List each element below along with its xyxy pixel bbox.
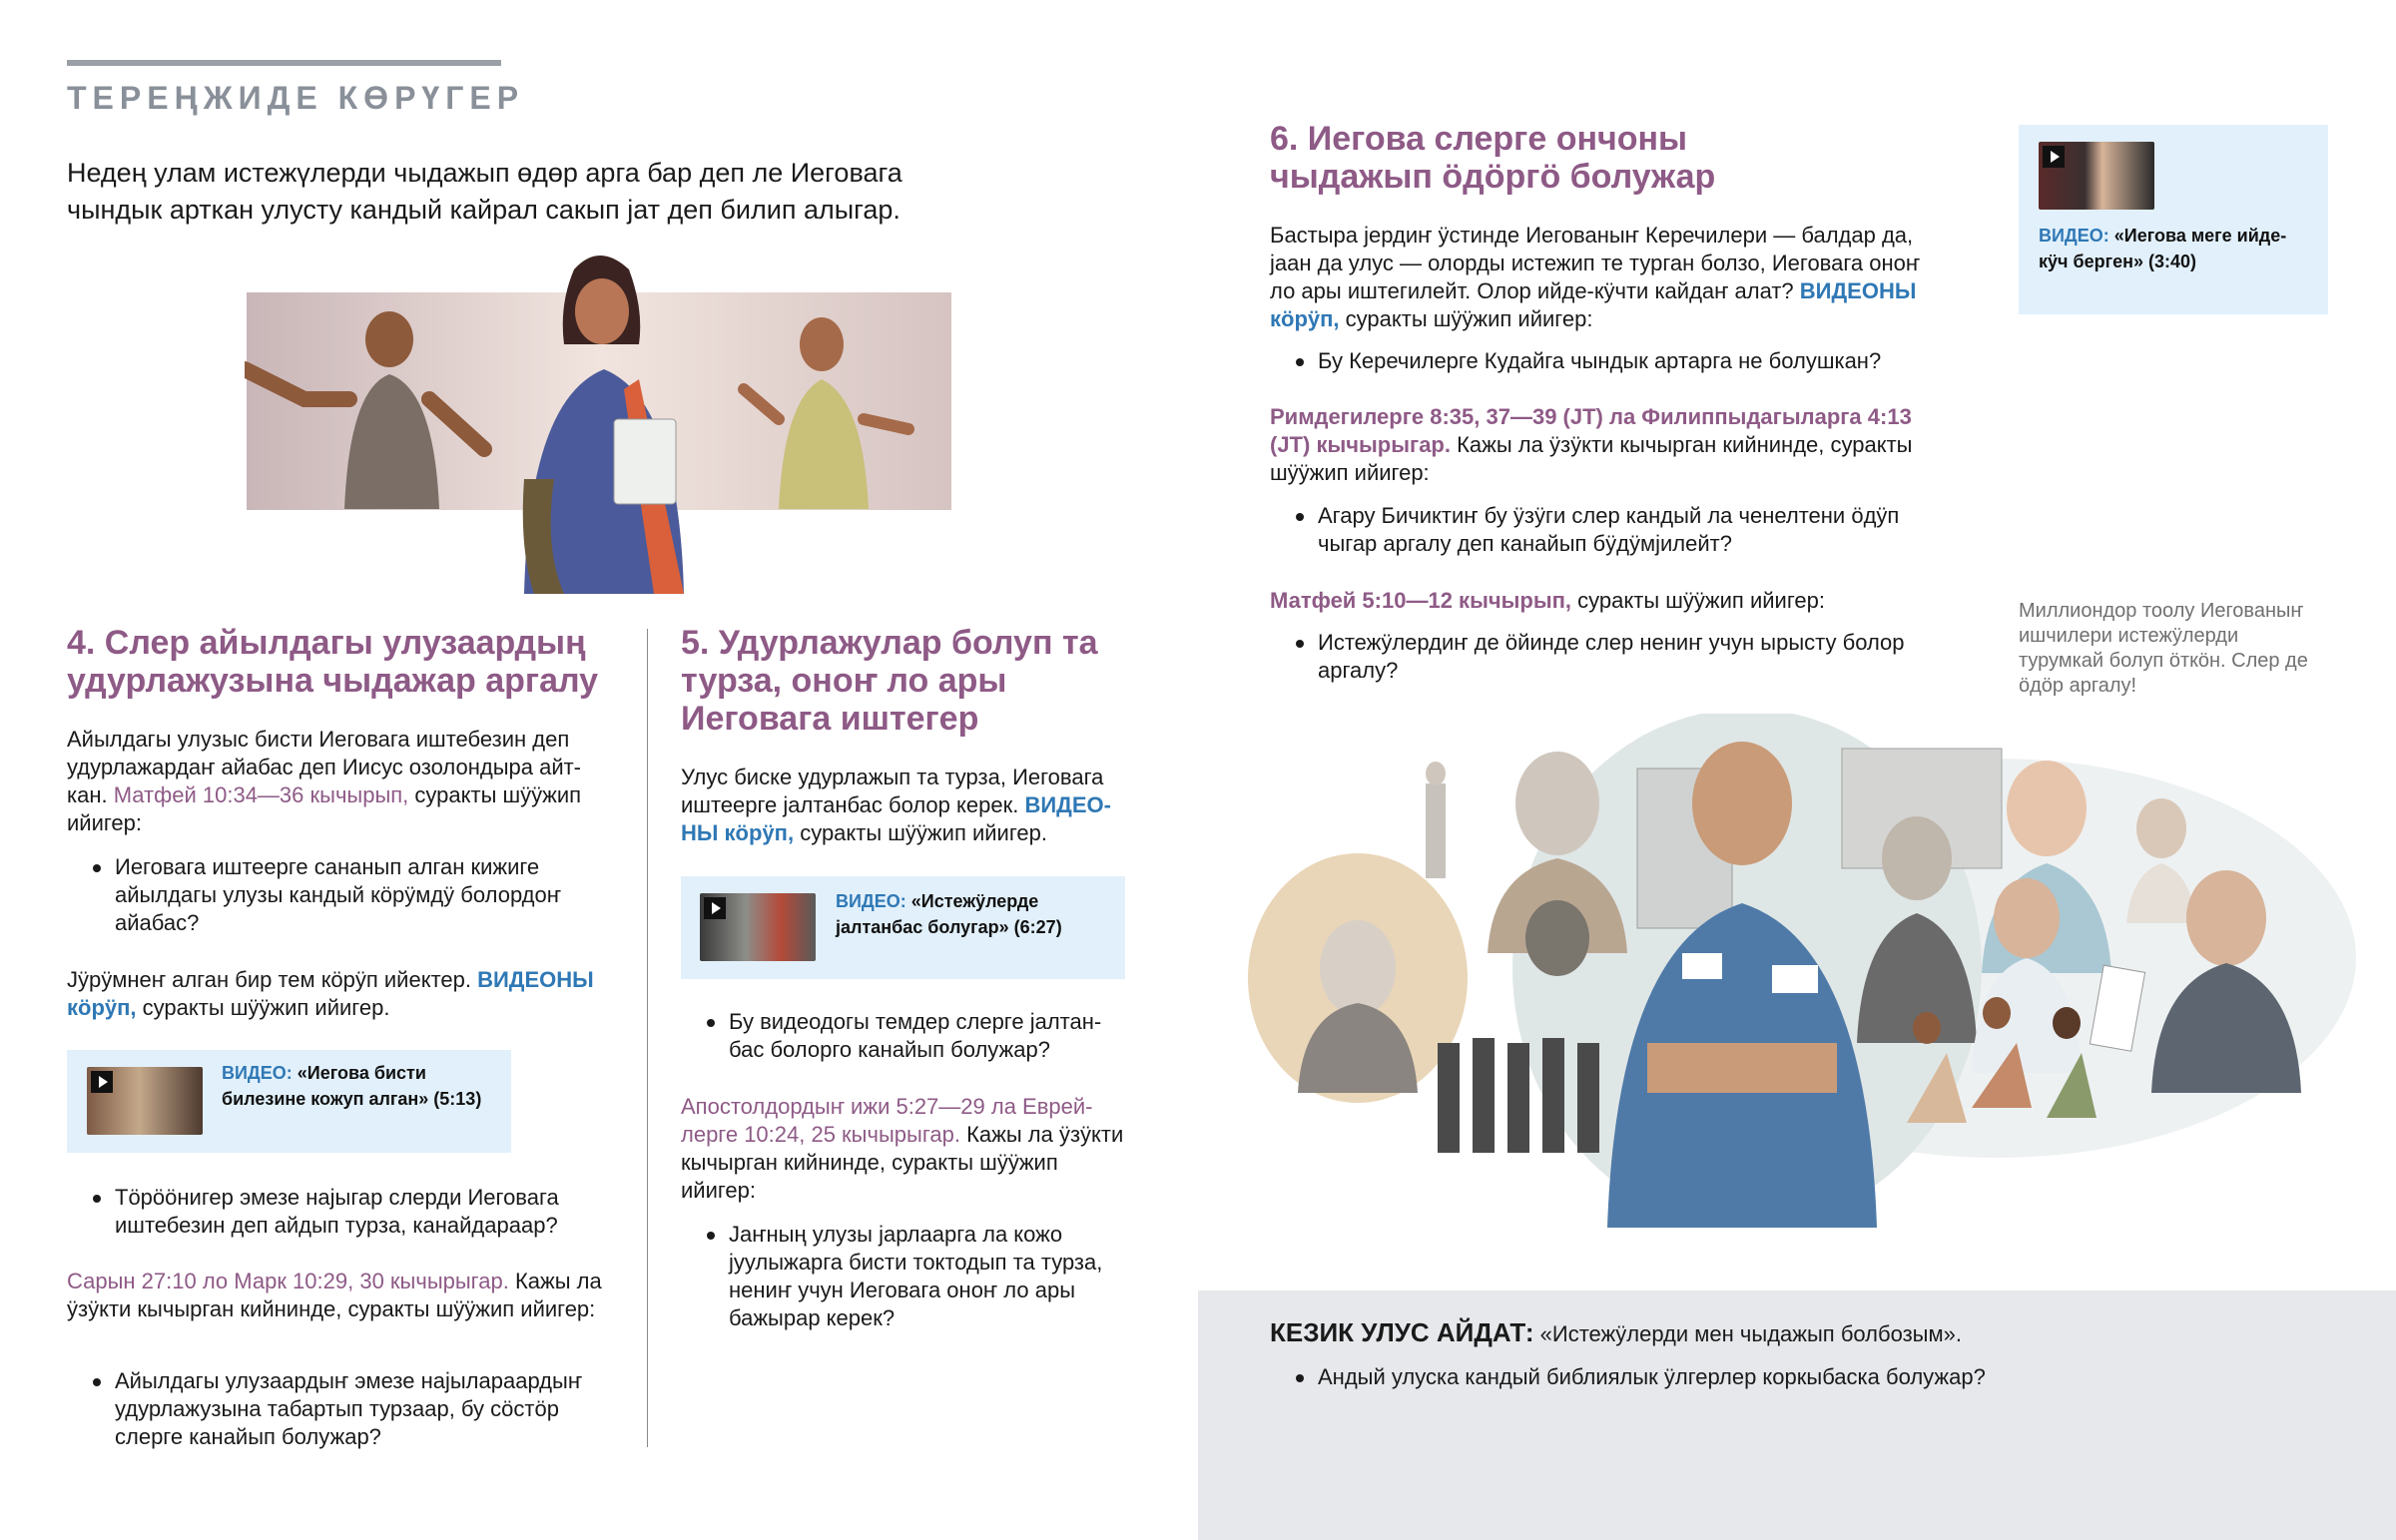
- section-4-question-2: [67, 1184, 621, 1240]
- video-card-sec4[interactable]: [67, 1050, 511, 1153]
- section-5-p1-tail: суракты шӱӱжип ийигер.: [800, 820, 1047, 845]
- image-caption: Миллиондор тоолу Иегованыҥ ишчилери истежӱлерди турумкай болуп ӧткӧн. Слер де ӧдӧр аргалу!: [2019, 600, 2308, 697]
- video-title: «Иегова бисти билезине кожуп алган» (5:13): [222, 1063, 482, 1109]
- video-card-sec5[interactable]: [681, 876, 1125, 979]
- video-label: [222, 1060, 491, 1112]
- video-thumbnail[interactable]: [2039, 142, 2154, 210]
- section-6-paragraph-1: [1270, 222, 1934, 333]
- column-divider: [647, 629, 648, 1447]
- section-5-paragraph-1: [681, 764, 1125, 847]
- play-icon[interactable]: [91, 1071, 113, 1093]
- footer-question: [1270, 1363, 2328, 1391]
- section-4-paragraph-3: [67, 1268, 621, 1323]
- video-label: [836, 888, 1105, 940]
- watch-video-link[interactable]: ВИДЕО-НЫ кӧрӱп,: [681, 792, 1111, 845]
- video-title: «Истежӱлерде јалтанбас болугар» (6:27): [836, 891, 1062, 937]
- section-6-question-1: [1270, 347, 1934, 375]
- video-thumbnail[interactable]: [87, 1067, 203, 1135]
- family-illustration: [245, 250, 953, 594]
- video-key: ВИДЕО:: [222, 1063, 293, 1083]
- section-5-p2-text: Кажы ла ӱзӱкти кычырган кийнинде, суракты шӱӱжип ийигер:: [681, 1122, 1124, 1203]
- section-4-paragraph-2: [67, 966, 621, 1022]
- section-4-question-3: [67, 1367, 621, 1451]
- scripture-ref-proverbs[interactable]: Сарын 27:10 ло Марк 10:29, 30 кычырыгар.: [67, 1269, 509, 1293]
- play-icon[interactable]: [2043, 146, 2065, 168]
- video-thumbnail[interactable]: [700, 893, 816, 961]
- section-5-question-1: [681, 1008, 1120, 1064]
- video-key: ВИДЕО:: [2039, 226, 2109, 246]
- scripture-ref-acts-hebrews[interactable]: Апостолдордыҥ ижи 5:27—29 ла Еврей-лерге 10:24, 25 кычырыгар.: [681, 1094, 1093, 1147]
- section-rule: [67, 60, 501, 66]
- section-6-p3-text: суракты шӱӱжип ийигер:: [1577, 588, 1825, 613]
- section-4-p2-text: Јӱрӱмнеҥ алган бир тем кӧрӱп ийектер.: [67, 967, 471, 992]
- footer-statement: [1270, 1317, 2328, 1349]
- section-6-p1-text: Бастыра јердиҥ ӱстинде Иегованыҥ Керечилери — балдар да, јаан да улус — олорды истежип те турган болзо, Иеговага оноҥ ло ары иштегилейт. Олор ийде-кӱчти кайдаҥ алат?: [1270, 223, 1921, 303]
- section-6-question-2: [1270, 502, 1934, 558]
- list-item: Јаҥның улузы јарлаарга ла кожо јуулыжарга бисти токтодып та турза, нениҥ учун Иеговага оноҥ ло ары бажырар керек?: [681, 1221, 1125, 1332]
- section-4-p1-text: Айылдагы улузыс бисти Иеговага иштебезин деп удурлажардаҥ айабас деп Иисус озолондыра айт-кан.: [67, 727, 582, 807]
- list-item: Бу видеодогы темдер слерге јалтан-бас болорго канайып болужар?: [681, 1008, 1120, 1064]
- list-item: Тӧрӧӧнигер эмезе најыгар слерди Иеговага иштебезин деп айдып турза, канайдараар?: [67, 1184, 621, 1240]
- section-5-p1-text: Улус биске удурлажып та турза, Иеговага иштеерге јалтанбас болор керек.: [681, 765, 1104, 817]
- video-card-sec6[interactable]: [2019, 125, 2328, 314]
- section-4-heading: 4. Слер айылдагы улузаардың удурлажузына чыдажар аргалу: [67, 624, 599, 700]
- video-label: [2039, 223, 2308, 274]
- list-item: Иеговага иштеерге сананып алган кижиге айылдагы улузы кандый кӧрӱмдӱ болордоҥ айабас?: [67, 853, 621, 937]
- section-6-paragraph-3: [1270, 587, 1934, 615]
- section-6-paragraph-2: [1270, 403, 1934, 487]
- section-5-paragraph-2: [681, 1093, 1125, 1205]
- section-title: ТЕРЕҢЖИДЕ КӨРҮГЕР: [67, 80, 525, 116]
- section-4-question-1: [67, 853, 621, 937]
- list-item: Андый улуска кандый библиялык ӱлгерлер коркыбаска болужар?: [1270, 1363, 2328, 1391]
- scripture-ref-romans-philippians[interactable]: Римдегилерге 8:35, 37—39 (ЈТ) ла Филиппыдагыларга 4:13 (ЈТ) кычырыгар.: [1270, 404, 1912, 457]
- scripture-ref-matthew-10[interactable]: Матфей 10:34—36 кычырып,: [113, 782, 409, 807]
- video-key: ВИДЕО:: [836, 891, 906, 911]
- watch-video-link[interactable]: ВИДЕОНЫ кӧрӱп,: [67, 967, 594, 1020]
- section-6-heading: 6. Иегова слерге ончоны чыдажып ӧдӧргӧ болужар: [1270, 120, 1716, 196]
- footer-lead: КЕЗИК УЛУС АЙДАТ:: [1270, 1317, 1534, 1347]
- footer-quote: «Истежӱлерди мен чыдажып болбозым».: [1539, 1321, 1962, 1346]
- video-title: «Иегова меге ийде-кӱч берген» (3:40): [2039, 226, 2287, 271]
- list-item: Бу Керечилерге Кудайга чындык артарга не болушкан?: [1270, 347, 1934, 375]
- list-item: Айылдагы улузаардыҥ эмезе најыларaардыҥ удурлажузына табартып турзаар, бу сӧстӧр слерге канайып болужар?: [67, 1367, 621, 1451]
- section-4-p3-text: Кажы ла ӱзӱкти кычырган кийнинде, суракты шӱӱжип ийигер:: [67, 1269, 602, 1321]
- play-icon[interactable]: [704, 897, 726, 919]
- witnesses-illustration: [1228, 714, 2356, 1228]
- section-4-p1-tail: суракты шӱӱжип ийигер:: [67, 782, 582, 835]
- section-6-question-3: [1270, 629, 1934, 685]
- section-4-p2-tail: суракты шӱӱжип ийигер.: [142, 995, 390, 1020]
- section-5-question-2: [681, 1221, 1125, 1332]
- section-6-p2-text: Кажы ла ӱзӱкти кычырган кийнинде, суракты шӱӱжип ийигер:: [1270, 432, 1913, 485]
- intro-text: Недең улам истежүлерди чыдажып өдөр арга бар деп ле Иеговага чындык арткан улусту кандый кайрал сакып јат деп билип алыгар.: [67, 158, 902, 225]
- watch-video-link[interactable]: ВИДЕОНЫ кӧрӱп,: [1270, 278, 1917, 331]
- scripture-ref-matthew-5[interactable]: Матфей 5:10—12 кычырып,: [1270, 588, 1572, 613]
- list-item: Агару Бичиктиҥ бу ӱзӱги слер кандый ла ченелтени ӧдӱп чыгар аргалу деп канайып бӱдӱмјилейт?: [1270, 502, 1934, 558]
- section-6-p1-tail: суракты шӱӱжип ийигер:: [1345, 306, 1593, 331]
- section-4-paragraph-1: [67, 726, 611, 837]
- list-item: Истежӱлердиҥ де ӧйинде слер нениҥ учун ырысту болор аргалу?: [1270, 629, 1934, 685]
- section-5-heading: 5. Удурлажулар болуп та турза, оноҥ ло ары Иеговага иштегер: [681, 624, 1098, 738]
